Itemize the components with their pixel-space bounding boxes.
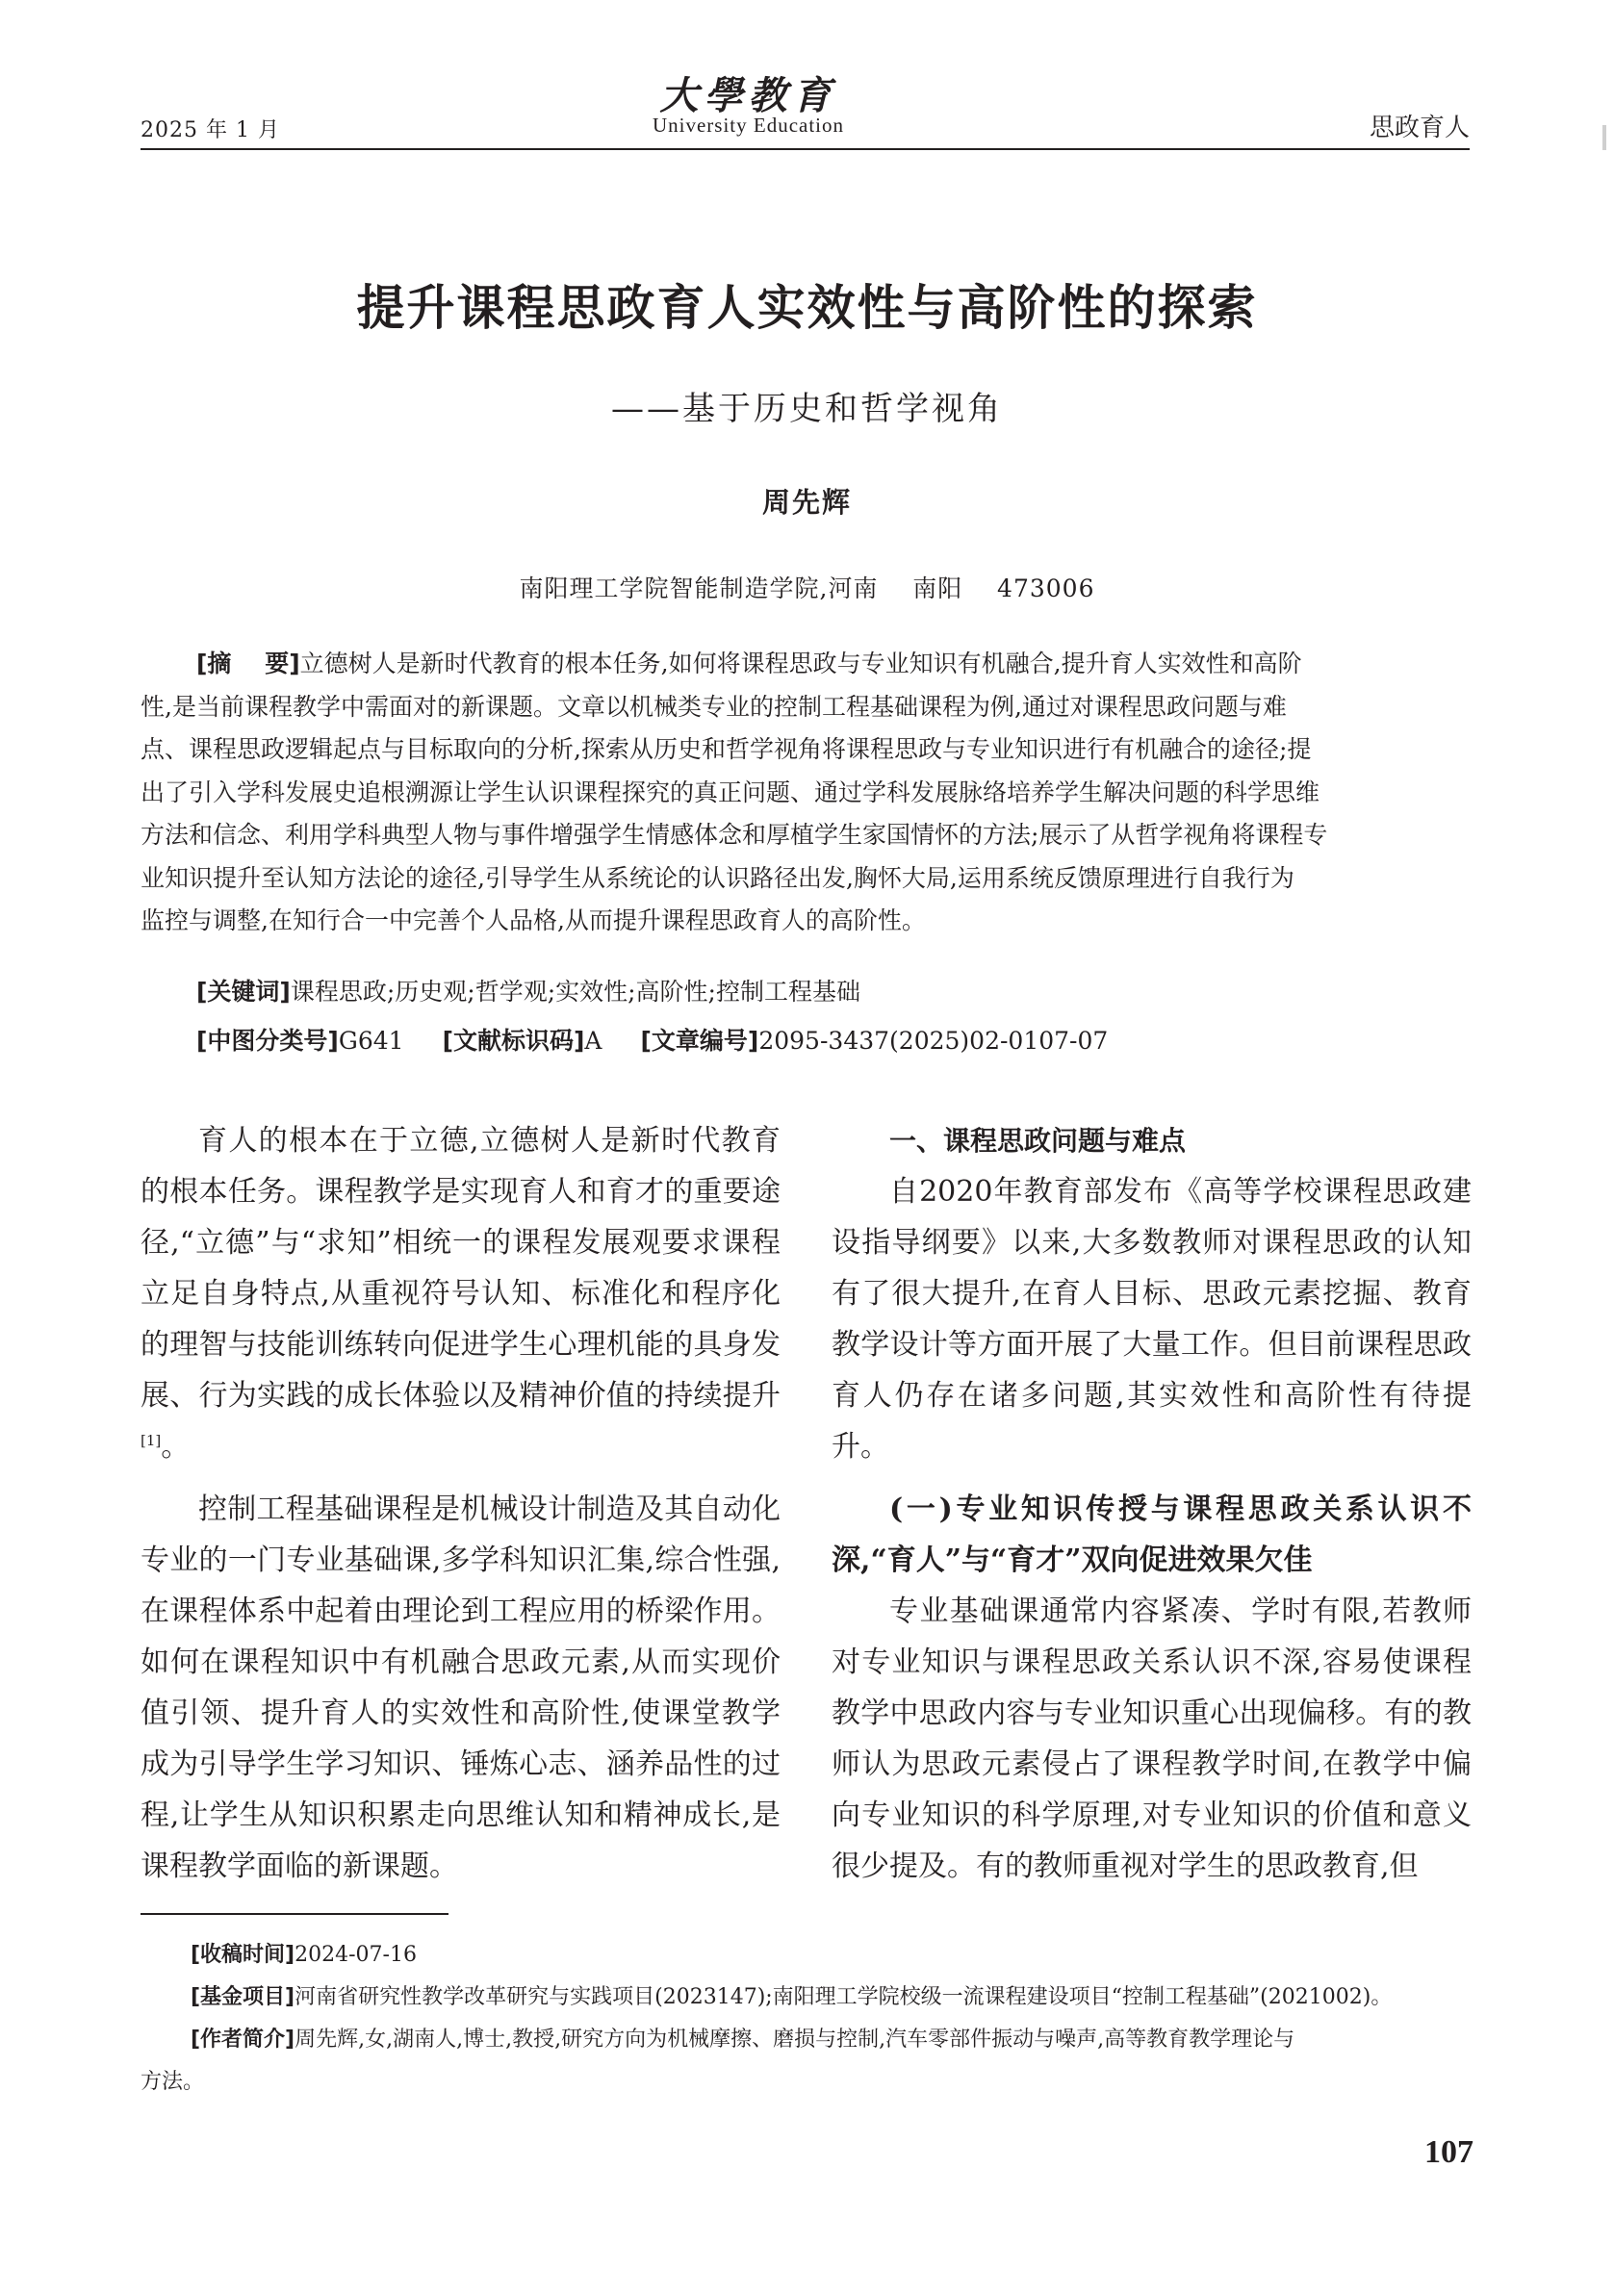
section-label: 思政育人	[1369, 114, 1470, 142]
paragraph: 专业基础课通常内容紧凑、学时有限,若教师对专业知识与课程思政关系认识不深,容易使课程教学中思政内容与专业知识重心出现偏移。有的教师认为思政元素侵占了课程教学时间,在教学中偏向专业知识的科学原理,对专业知识的价值和意义很少提及。有的教师重视对学生的思政教育,但	[832, 1594, 1472, 1883]
footnote-fund: [基金项目]河南省研究性教学改革研究与实践项目(2023147);南阳理工学院校级一流课程建设项目“控制工程基础”(2021002)。	[191, 1985, 1393, 2009]
abstract-line-1: [摘 要]立德树人是新时代教育的根本任务,如何将课程思政与专业知识有机融合,提升育人实效性和高阶	[196, 650, 1302, 677]
article-title: 提升课程思政育人实效性与高阶性的探索	[356, 280, 1258, 336]
edge-mark	[1602, 125, 1606, 150]
keywords-text: 课程思政;历史观;哲学观;实效性;高阶性;控制工程基础	[290, 978, 860, 1006]
clc-value: G641	[338, 1027, 404, 1055]
header-rule	[141, 148, 1470, 150]
journal-logo: 大學教育	[659, 73, 837, 118]
author-name: 周先辉	[761, 486, 852, 519]
doc-code-value: A	[584, 1027, 602, 1055]
footnotes	[141, 1934, 1469, 2104]
abstract-label: [摘 要]	[196, 650, 300, 677]
page-number: 107	[1424, 2134, 1473, 2170]
paragraph: 控制工程基础课程是机械设计制造及其自动化专业的一门专业基础课,多学科知识汇集,综合性强,在课程体系中起着由理论到工程应用的桥梁作用。如何在课程知识中有机融合思政元素,从而实现价值引领、提升育人的实效性和高阶性,使课堂教学成为引导学生学习知识、锤炼心志、涵养品性的过程,让学生从知识积累走向思维认知和精神成长,是课程教学面临的新课题。	[141, 1492, 781, 1883]
citation-ref: [1]	[141, 1432, 162, 1449]
subsection-heading: (一)专业知识传授与课程思政关系认识不深,“育人”与“育才”双向促进效果欠佳	[832, 1492, 1472, 1577]
abstract-line-7: 监控与调整,在知行合一中完善个人品格,从而提升课程思政育人的高阶性。	[141, 906, 926, 934]
keywords-label: [关键词]	[196, 978, 291, 1006]
abstract-line-3: 点、课程思政逻辑起点与目标取向的分析,探索从历史和哲学视角将课程思政与专业知识进行有机融合的途径;提	[141, 735, 1312, 763]
author-affiliation: 南阳理工学院智能制造学院,河南 南阳 473006	[519, 574, 1095, 602]
abstract-line-4: 出了引入学科发展史追根溯源让学生认识课程探究的真正问题、通过学科发展脉络培养学生解决问题的科学思维	[141, 778, 1320, 806]
keywords	[196, 973, 860, 1008]
article-id-label: [文章编号]	[640, 1027, 759, 1055]
abstract-line-2: 性,是当前课程教学中需面对的新课题。文章以机械类专业的控制工程基础课程为例,通过对课程思政问题与难	[141, 692, 1287, 721]
abstract	[141, 643, 1469, 943]
section-heading: 一、课程思政问题与难点	[889, 1125, 1187, 1157]
article-subtitle: ——基于历史和哲学视角	[611, 390, 1003, 428]
classification-line	[196, 1022, 1108, 1057]
footnote-author-bio-cont: 方法。	[141, 2070, 205, 2094]
body-right-column	[832, 1115, 1472, 1892]
issue-date: 2025 年 1 月	[141, 118, 280, 142]
footnote-author-bio: [作者简介]周先辉,女,湖南人,博士,教授,研究方向为机械摩擦、磨损与控制,汽车零部件振动与噪声,高等教育教学理论与	[191, 2028, 1295, 2052]
footnote-rule	[141, 1913, 448, 1915]
abstract-line-5: 方法和信念、利用学科典型人物与事件增强学生情感体念和厚植学生家国情怀的方法;展示了从哲学视角将课程专	[141, 821, 1328, 849]
paragraph: 育人的根本在于立德,立德树人是新时代教育的根本任务。课程教学是实现育人和育才的重要途径,“立德”与“求知”相统一的课程发展观要求课程立足自身特点,从重视符号认知、标准化和程序化的理智与技能训练转向促进学生心理机能的具身发展、行为实践的成长体验以及精神价值的持续提升[1]。	[141, 1124, 781, 1464]
paragraph: 自2020年教育部发布《高等学校课程思政建设指导纲要》以来,大多数教师对课程思政的认知有了很大提升,在育人目标、思政元素挖掘、教育教学设计等方面开展了大量工作。但目前课程思政育人仍存在诸多问题,其实效性和高阶性有待提升。	[832, 1175, 1473, 1464]
footnote-received: [收稿时间]2024-07-16	[191, 1943, 417, 1967]
doc-code-label: [文献标识码]	[442, 1027, 585, 1055]
abstract-line-6: 业知识提升至认知方法论的途径,引导学生从系统论的认识路径出发,胸怀大局,运用系统反馈原理进行自我行为	[141, 863, 1294, 892]
article-id-value: 2095-3437(2025)02-0107-07	[758, 1027, 1109, 1055]
journal-name-en: University Education	[652, 114, 845, 137]
body-left-column	[141, 1115, 781, 1892]
clc-label: [中图分类号]	[196, 1027, 339, 1055]
